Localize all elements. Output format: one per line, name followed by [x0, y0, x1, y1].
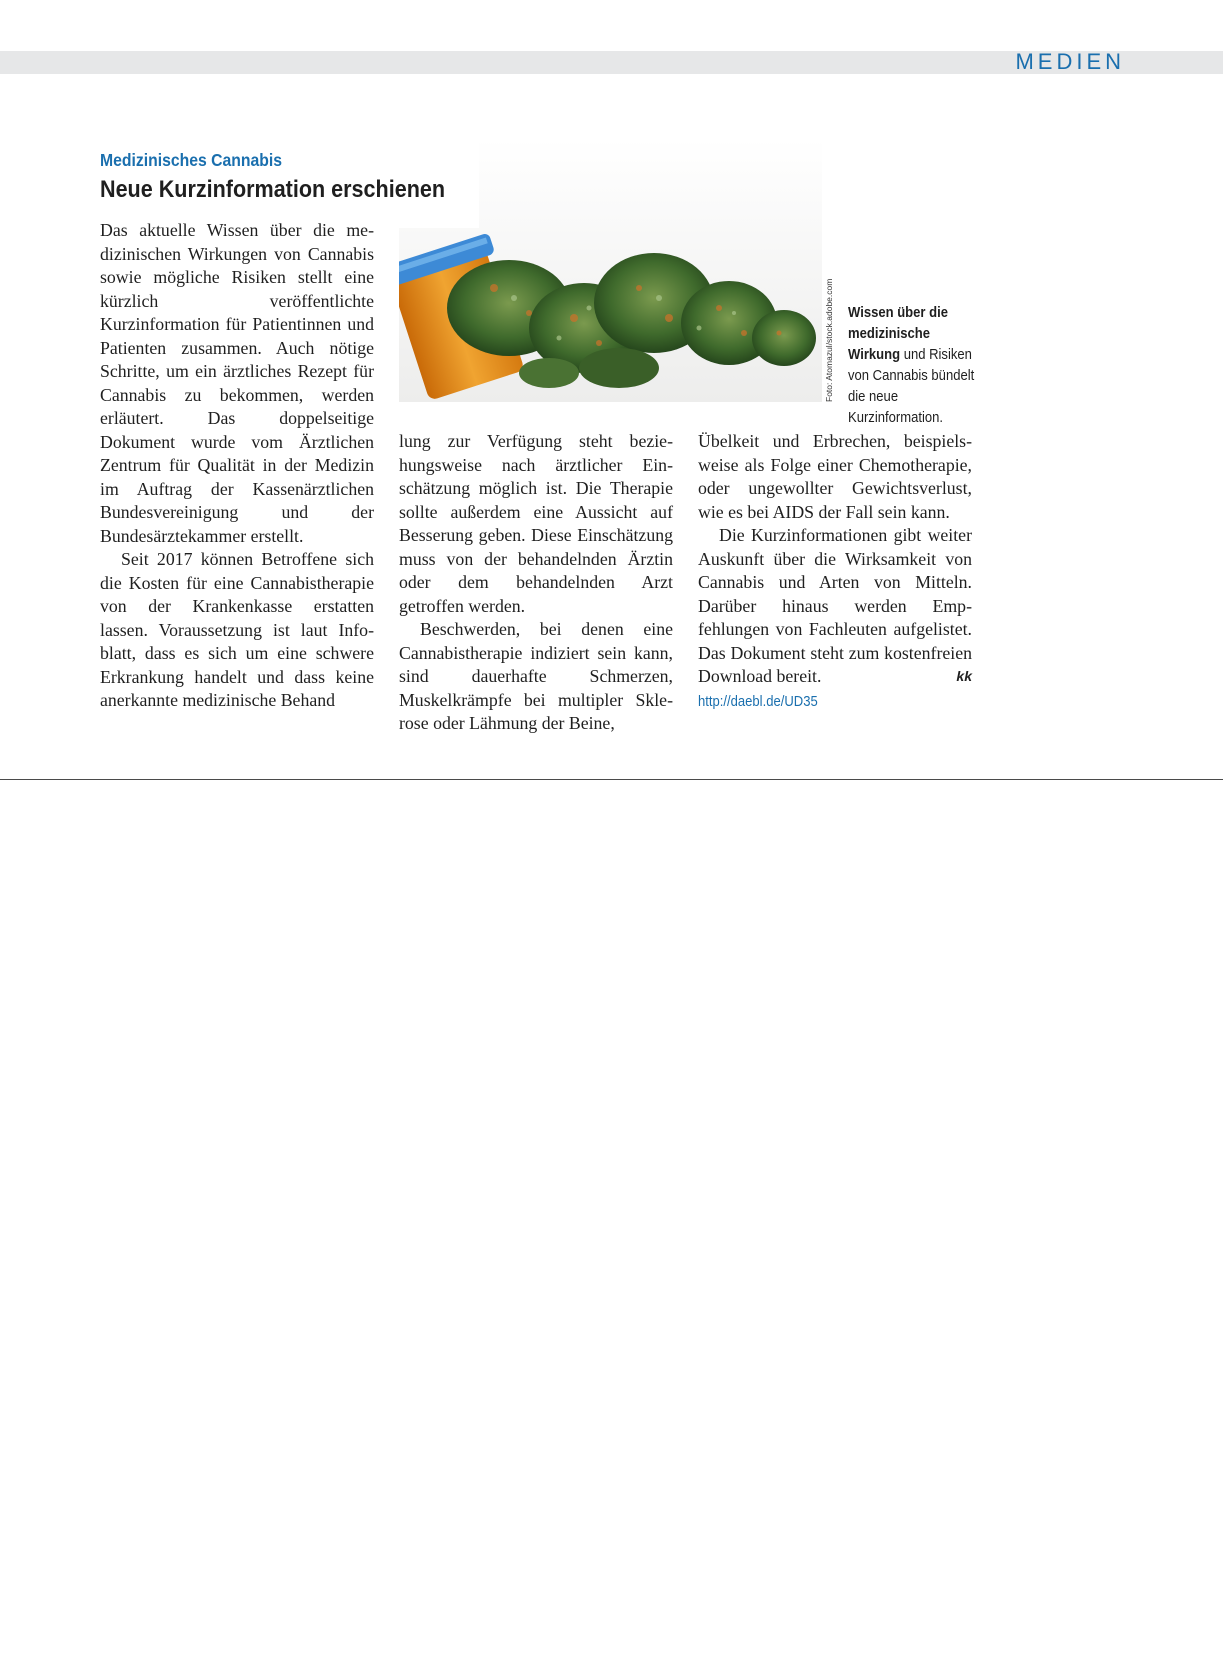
article-column-2: [399, 430, 673, 736]
photo-credit: Foto: Atomazul/stock.adobe.com: [824, 278, 834, 402]
paragraph: Das aktuelle Wissen über die medizinischen Wirkungen von Cannabis sowie mögliche Risiken stellt eine kürzlich veröffentlichte Kurzinformation für Patientinnen und Patienten zusammen. Auch nötige Schritte, um ein ärztliches Rezept für Cannabis zu bekommen, werden erläutert. Das doppelseitige Dokument wurde vom Ärztlichen Zentrum für Qualität in der Medizin im Auftrag der Kassenärztlichen Bundesvereinigung und der Bundesärztekammer erstellt.: [100, 220, 374, 546]
section-label: MEDIEN: [1015, 49, 1125, 74]
bottom-divider: [0, 779, 1223, 780]
article-headline: Neue Kurzinformation erschienen: [100, 176, 446, 203]
paragraph: [698, 524, 972, 689]
paragraph: Übelkeit und Erbrechen, beispielsweise als Folge einer Chemotherapie, oder ungewollter Gewichtsverlust, wie es bei AIDS der Fall sein kann.: [698, 431, 972, 522]
paragraph-text: Die Kurzinformationen gibt weiter Auskunft über die Wirksamkeit von Cannabis und Arten von Mitteln. Darüber hinaus werden Empfehlungen von Fachleuten aufgelistet. Das Dokument steht zum kostenfreien Download bereit.: [698, 525, 972, 686]
article-column-3: [698, 430, 972, 712]
article-column-1: [100, 219, 374, 713]
download-link[interactable]: http://daebl.de/UD35: [698, 693, 818, 710]
cannabis-photo: [399, 138, 822, 402]
article-kicker: Medizinisches Cannabis: [100, 150, 283, 170]
caption-lead: Wissen über die medizinische Wirkung: [848, 305, 948, 363]
paragraph: Seit 2017 können Betroffene sich die Kosten für eine Cannabistherapie von der Krankenkasse erstatten lassen. Voraussetzung ist laut Infoblatt, dass es sich um eine schwere Erkrankung handelt und dass keine anerkannte medizinische Behand: [100, 549, 374, 710]
author-signature: kk: [956, 668, 972, 684]
photo-caption: [848, 303, 983, 429]
caption-text: und Risiken von Cannabis bündelt die neue Kurzinformation.: [848, 347, 975, 426]
paragraph: Beschwerden, bei denen eine Cannabistherapie indiziert sein kann, sind dauerhafte Schmerzen, Muskelkrämpfe bei multipler Sklerose oder Lähmung der Beine,: [399, 619, 673, 733]
paragraph: lung zur Verfügung steht beziehungsweise nach ärztlicher Einschätzung möglich ist. Die Therapie sollte außerdem eine Aussicht auf Besserung geben. Diese Einschätzung muss von der behandelnden Ärztin oder dem behandelnden Arzt getroffen werden.: [399, 431, 673, 616]
